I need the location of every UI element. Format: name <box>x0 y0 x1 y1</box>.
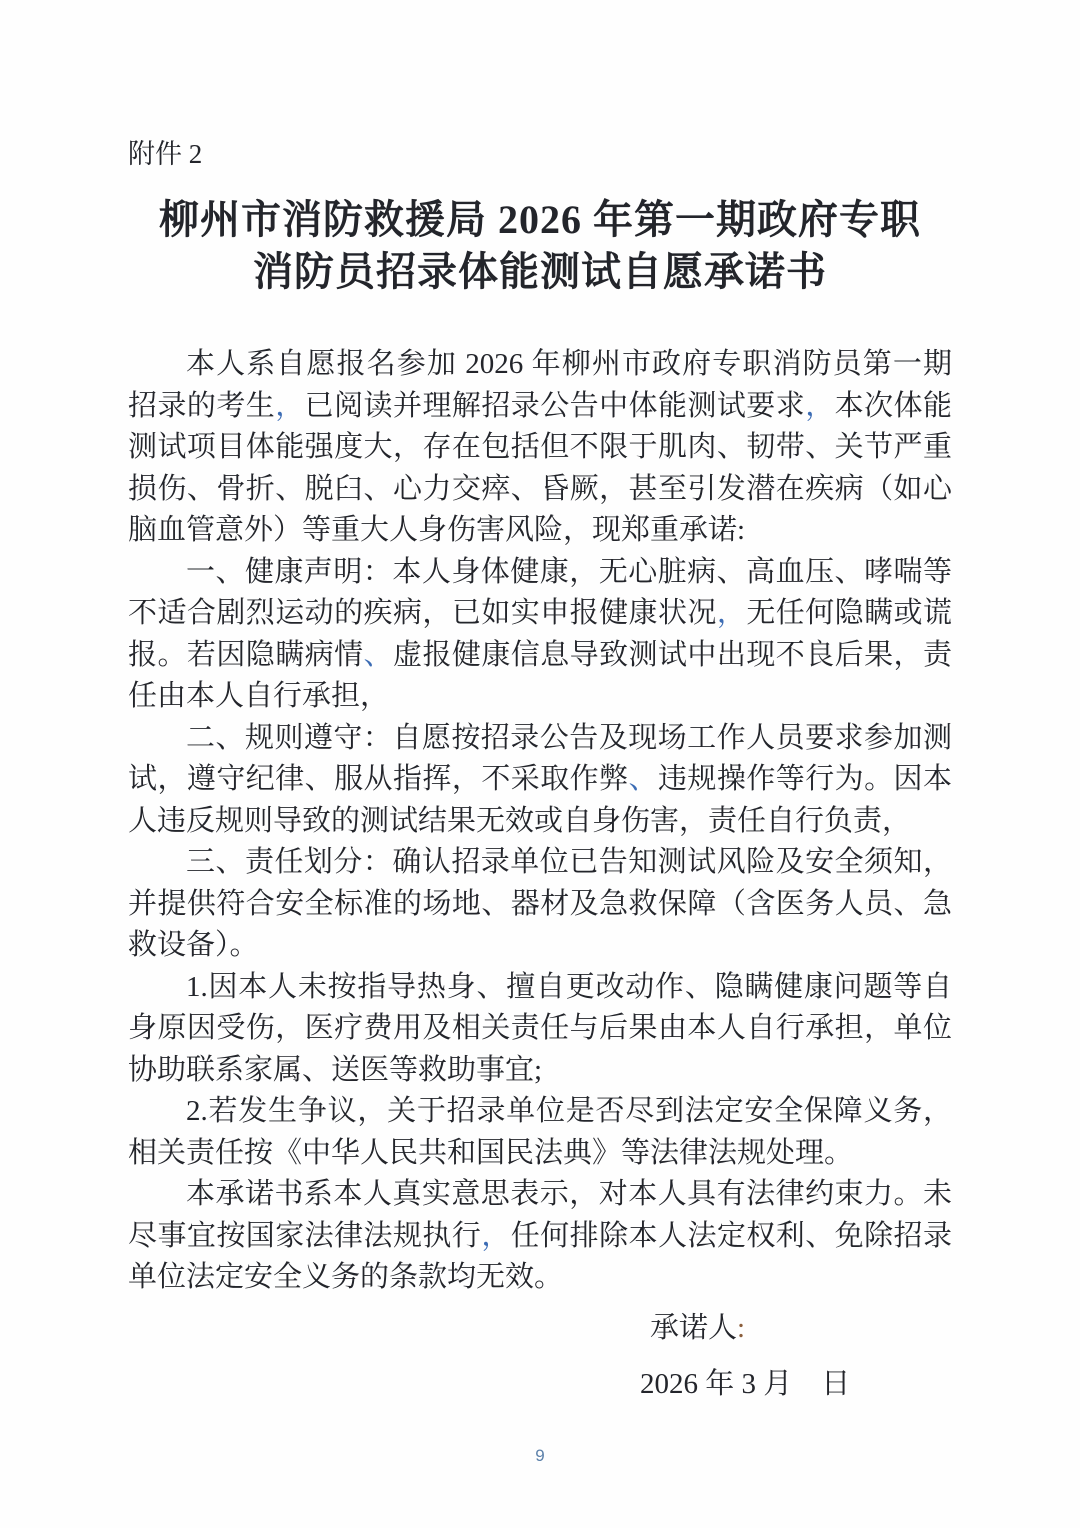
signature-label: 承诺人 <box>650 1311 738 1344</box>
blue-punctuation: 、 <box>628 763 658 795</box>
attachment-label: 附件 2 <box>128 139 203 169</box>
paragraph-text: 违规操作等行为。因本人违反规则导致的测试结果无效或自身伤害，责任自行负责， <box>128 763 952 837</box>
title-line-1: 柳州市消防救援局 2026 年第一期政府专职 <box>159 197 921 242</box>
body-paragraph <box>128 1091 952 1174</box>
paragraph-text: 任何排除本人法定权利、免除招录单位法定安全义务的条款均无效。 <box>128 1219 952 1293</box>
document-title <box>128 194 952 298</box>
paragraph-text: 本次体能测试项目体能强度大，存在包括但不限于肌肉、韧带、关节严重损伤、骨折、脱臼、心力交瘁、昏厥，甚至引发潜在疾病（如心脑血管意外）等重大人身伤害风险，现郑重承诺: <box>128 389 952 546</box>
blue-punctuation: 、 <box>363 638 393 671</box>
paragraph-text: 二、规则遵守：自愿按招录公告及现场工作人员要求参加测试，遵守纪律、服从指挥，不采取作弊 <box>128 721 952 795</box>
document-body <box>128 344 952 1299</box>
date-line: 2026 年 3 月 日 <box>640 1367 851 1400</box>
paragraph-text: 一、健康声明：本人身体健康，无心脏病、高血压、哮喘等不适合剧烈运动的疾病，已如实申报健康状况 <box>128 555 952 629</box>
signature-block <box>128 1307 952 1405</box>
signature-colon: : <box>737 1311 746 1344</box>
paragraph-text: 三、责任划分：确认招录单位已告知测试风险及安全须知，并提供符合安全标准的场地、器材及急救保障（含医务人员、急救设备）。 <box>128 846 952 961</box>
paragraph-text: 已阅读并理解招录公告中体能测试要求 <box>304 389 806 422</box>
blue-punctuation: ， <box>275 389 305 422</box>
paragraph-text: 1.因本人未按指导热身、擅自更改动作、隐瞒健康问题等自身原因受伤，医疗费用及相关责任与后果由本人自行承担，单位协助联系家属、送医等救助事宜; <box>128 970 952 1086</box>
body-paragraph <box>128 842 952 967</box>
blue-punctuation: ， <box>805 389 835 422</box>
paragraph-text: 虚报健康信息导致测试中出现不良后果，责任由本人自行承担， <box>128 638 952 712</box>
body-paragraph <box>128 552 952 718</box>
blue-punctuation: ， <box>716 597 747 629</box>
body-paragraph <box>128 967 952 1092</box>
body-paragraph <box>128 1174 952 1299</box>
blue-punctuation: ， <box>481 1219 511 1252</box>
paragraph-text: 无任何隐瞒或谎报。若因隐瞒病情 <box>128 597 952 671</box>
body-paragraph <box>128 718 952 843</box>
paragraph-text: 本承诺书系本人真实意思表示，对本人具有法律约束力。未尽事宜按国家法律法规执行 <box>128 1178 952 1252</box>
page-number: 9 <box>535 1446 545 1465</box>
body-paragraph <box>128 344 952 552</box>
paragraph-text: 本人系自愿报名参加 2026 年柳州市政府专职消防员第一期招录的考生 <box>128 348 952 422</box>
signature-line <box>128 1307 952 1349</box>
title-line-2: 消防员招录体能测试自愿承诺书 <box>253 249 827 294</box>
paragraph-text: 2.若发生争议，关于招录单位是否尽到法定安全保障义务，相关责任按《中华人民共和国民法典》等法律法规处理。 <box>128 1095 952 1169</box>
